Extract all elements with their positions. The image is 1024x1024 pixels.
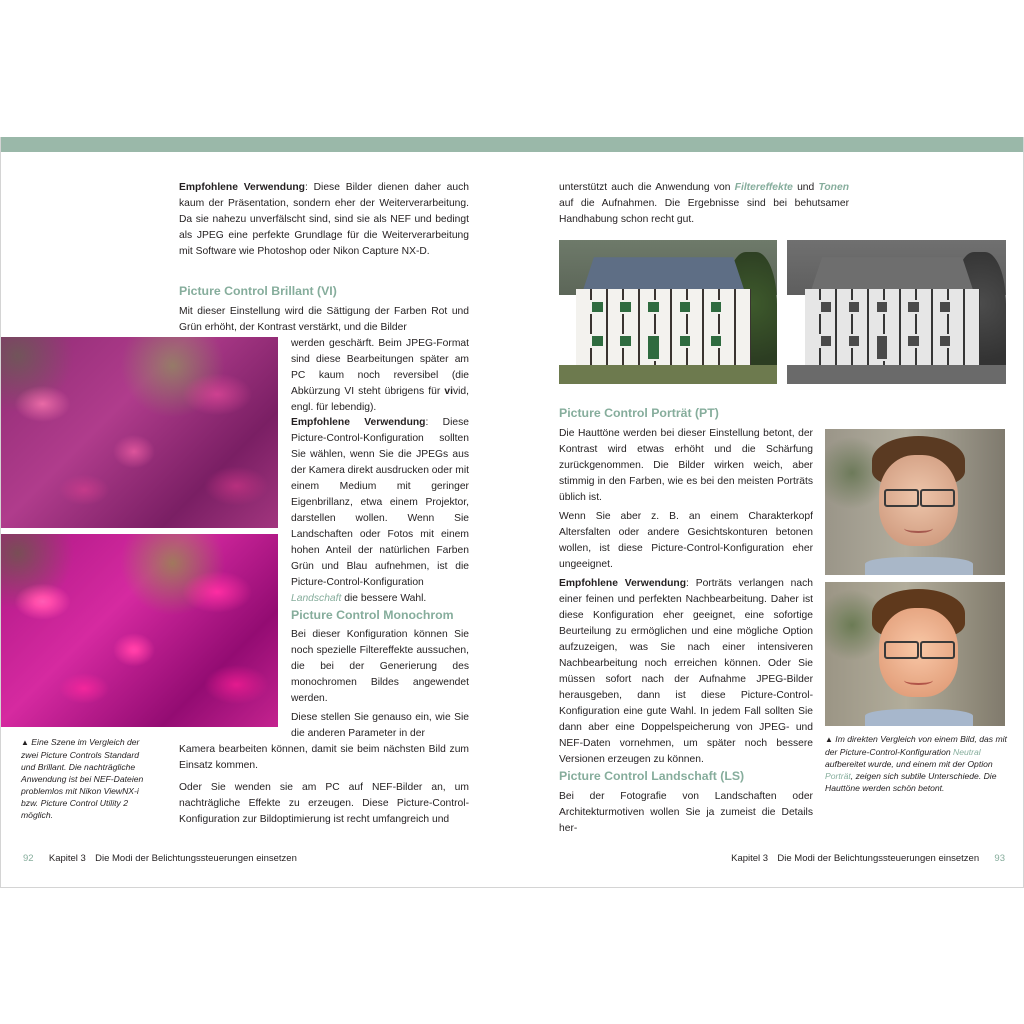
brillant-usage-paragraph: Empfohlene Verwendung: Diese Picture-Control-Konfiguration sollten Sie wählen, wenn Sie die JPEGs aus der Kamera direkt ausdrucken oder mit einem Medium mit geringer Eigenbrillanz, etwa einem Projektor, darstellen wollen. Wenn Sie Landschaften oder Fotos mit einem hohen Anteil der natürlichen Farben Grün und Blau aufnehmen, ist die Picture-Control-Konfiguration Landschaft die bessere Wahl. xyxy=(291,417,469,604)
mono-paragraph-2b: Kamera bearbeiten können, damit sie beim nächsten Bild zum Einsatz kommen. xyxy=(179,744,469,771)
page-number: 92 xyxy=(23,853,34,864)
landschaft-link: Landschaft xyxy=(291,593,342,604)
house-photo-monochrome xyxy=(787,240,1006,384)
header-band xyxy=(1,137,513,152)
portrait-photo-neutral xyxy=(825,429,1005,575)
brillant-paragraph-2: werden geschärft. Beim JPEG-Format sind diese Bearbeitungen später am PC kaum noch reversibel (die Abkürzung VI steht übrigens für vivid, engl. für lebendig). xyxy=(291,338,469,413)
page-right xyxy=(513,137,1024,888)
intro-bold: Empfohlene Verwendung xyxy=(179,182,305,193)
footer-chapter: Kapitel 3 xyxy=(48,853,86,864)
brillant-paragraph-1: Mit dieser Einstellung wird die Sättigung der Farben Rot und Grün erhöht, der Kontrast verstärkt, und die Bilder xyxy=(179,306,469,333)
house-photo-color xyxy=(559,240,777,384)
mono-paragraph-3: Oder Sie wenden sie am PC auf NEF-Bilder an, um nachträgliche Effekte zu erzeugen. Diese Picture-Control-Konfiguration zur Bildoptimierung ist recht umfangreich und xyxy=(179,782,469,825)
flower-photo-brillant xyxy=(1,534,278,727)
heading-landschaft: Picture Control Landschaft (LS) xyxy=(559,769,745,783)
caption-triangle-icon: ▲ xyxy=(825,735,833,744)
portrait-photo-portraet xyxy=(825,582,1005,726)
heading-monochrom: Picture Control Monochrom xyxy=(291,608,454,622)
caption-triangle-icon: ▲ xyxy=(21,738,29,747)
intro-paragraph xyxy=(179,180,469,260)
landschaft-paragraph: Bei der Fotografie von Landschaften oder Architekturmotiven wollen Sie ja zumeist die Details her- xyxy=(559,791,813,834)
top-paragraph: unterstützt auch die Anwendung von Filtereffekte und Tonen auf die Aufnahmen. Die Ergebnisse sind bei behutsamer Handhabung schon recht gut. xyxy=(559,182,849,225)
flower-caption: ▲ Eine Szene im Vergleich der zwei Picture Controls Standard und Brillant. Die nachträgliche Anwendung ist bei NEF-Dateien problemlos mit Nikon ViewNX-i bzw. Picture Control Utility 2 möglich. xyxy=(21,737,144,820)
heading-brillant: Picture Control Brillant (VI) xyxy=(179,284,337,298)
mono-paragraph-1: Bei dieser Konfiguration können Sie noch spezielle Filtereffekte aussuchen, die bei der Generierung des monochromen Bildes angewendet werden. xyxy=(291,629,469,704)
page-left xyxy=(0,137,513,888)
heading-portraet: Picture Control Porträt (PT) xyxy=(559,406,719,420)
portraet-paragraph-2: Wenn Sie aber z. B. an einem Charakterkopf Altersfalten oder andere Gesichtskonturen betonen wollen, ist diese Picture-Control-Konfiguration eher ungeeignet. xyxy=(559,511,813,570)
footer-right xyxy=(731,853,1005,864)
tonen-link: Tonen xyxy=(818,182,849,193)
page-number: 93 xyxy=(994,853,1005,864)
portrait-caption: ▲ Im direkten Vergleich von einem Bild, das mit der Picture-Control-Konfiguration Neutral aufbereitet wurde, und einem mit der Option Porträt, zeigen sich subtile Unterschiede. Die Hauttöne werden schön betont. xyxy=(825,734,1007,793)
neutral-link: Neutral xyxy=(953,747,981,757)
footer-chapter: Kapitel 3 xyxy=(731,853,769,864)
portraet-paragraph-1: Die Hauttöne werden bei dieser Einstellung betont, der Kontrast wird etwas erhöht und die Schärfung zurückgenommen. Die Bilder wirken weich, aber stimmig in den Farben, wie es bei den meisten Porträts üblich ist. xyxy=(559,428,813,503)
footer-title: Die Modi der Belichtungssteuerungen einsetzen xyxy=(777,853,980,864)
mono-paragraph-2a: Diese stellen Sie genauso ein, wie Sie die anderen Parameter in der xyxy=(291,712,469,739)
flower-photo-standard xyxy=(1,337,278,528)
filtereffekte-link: Filtereffekte xyxy=(734,182,793,193)
portraet-usage-paragraph: Empfohlene Verwendung: Porträts verlangen nach einer feinen und perfekten Nachbearbeitung. Daher ist diese Konfiguration eher geeignet, eine sofortige Beurteilung zu ermöglichen und eine mögliche Option aufzuzeigen, was Sie nach einer intensiveren Nachbearbeitung noch erreichen können. Oder Sie müssen sofort nach der Aufnahme JPEG-Bilder herausgeben, dann ist diese Picture-Control-Konfiguration eine gute Wahl. In jedem Fall sollten Sie dann aber eine Doppelspeicherung von JPEG- und NEF-Daten vornehmen, um später noch bessere Versionen erzeugen zu können. xyxy=(559,578,813,765)
intro-text: : Diese Bilder dienen daher auch kaum der Präsentation, sondern eher der Weiterverarbeitung. Da sie nahezu unverfälscht sind, sind sie als NEF und bedingt als JPEG eine perfekte Grundlage für die Weiterverarbeitung mit Software wie Photoshop oder Nikon Capture NX-D. xyxy=(179,182,469,257)
portraet-link: Porträt xyxy=(825,771,851,781)
footer-title: Die Modi der Belichtungssteuerungen einsetzen xyxy=(95,853,297,864)
header-band xyxy=(513,137,1023,152)
footer-left xyxy=(23,853,297,864)
